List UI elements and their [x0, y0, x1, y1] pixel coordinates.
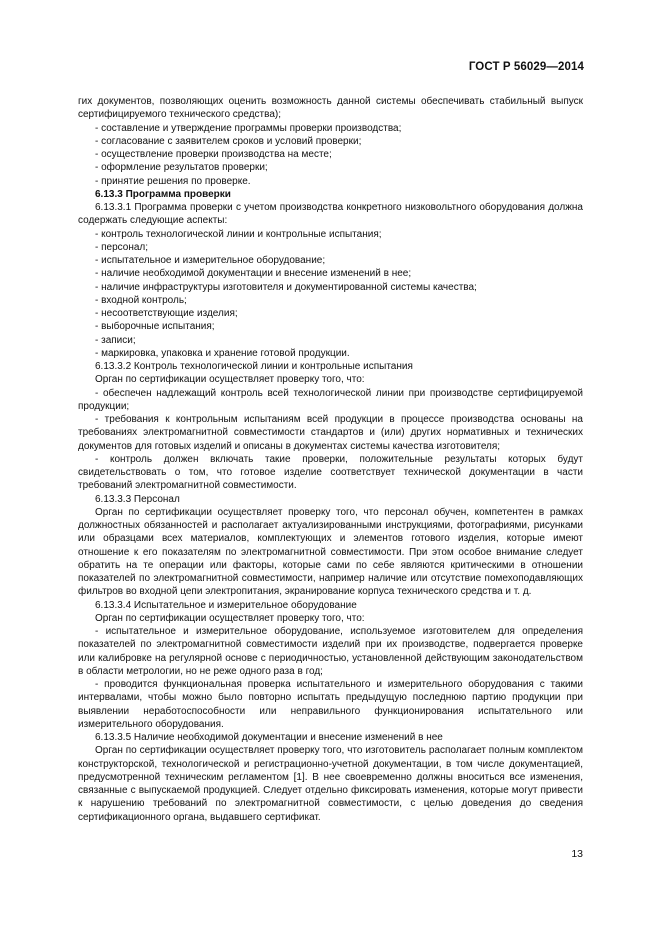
paragraph: - проводится функциональная проверка испытательного и измерительного оборудования с такими интервалами, чтобы можно было повторно испытать предыдущую последнюю партию продукции при выявлении неработоспособности или неправильного функционирования испытательного или измерительного оборудования.: [78, 679, 583, 730]
page-number: 13: [571, 848, 583, 860]
list-item: - оформление результатов проверки;: [95, 162, 268, 174]
paragraph: Орган по сертификации осуществляет проверку того, что персонал обучен, компетентен в рамках должностных обязанностей и располагает актуализированными инструкциями, фотографиями, рисунками или образцами всех материалов, комплектующих и элементов готового изделия, которые имеют отношение к его показателям по электромагнитной совместимости. При этом особое внимание следует обратить на те операции или факторы, которые сами по себе являются критическими в отношении показателей по электромагнитной совместимости, например наличие или отсутствие помехоподавляющих фильтров во входной цепи электропитания, экранирование корпуса технического средства и т. д.: [78, 506, 583, 598]
list-item: - составление и утверждение программы проверки производства;: [95, 122, 402, 134]
list-item: 6.13.3.4 Испытательное и измерительное оборудование: [95, 599, 357, 611]
paragraph: - обеспечен надлежащий контроль всей технологической линии при производстве сертифицируемой продукции;: [78, 387, 583, 412]
section-heading: 6.13.3 Программа проверки: [95, 188, 231, 200]
paragraph: - контроль должен включать такие проверки, положительные результаты которых будут свидетельствовать о том, что готовое изделие соответствует технической документации в части требований электромагнитной совместимости.: [78, 453, 583, 492]
list-item: - принятие решения по проверке.: [95, 175, 251, 187]
list-item: - контроль технологической линии и контрольные испытания;: [95, 228, 382, 240]
list-item: - испытательное и измерительное оборудование;: [95, 255, 326, 266]
paragraph: Орган по сертификации осуществляет проверку того, что изготовитель располагает полным комплектом конструкторской, технологической и регистрационно-учетной документации, в том числе документацией, предусмотренной техническим регламентом [1]. В нее своевременно должны вноситься все изменения, связанные с выпускаемой продукцией. Следует отдельно фиксировать изменения, которые могут привести к нарушению требований по электромагнитной совместимости, с целью доведения до сведения сертификационного органа, выдавшего сертификат.: [78, 745, 583, 823]
list-item: Орган по сертификации осуществляет проверку того, что:: [95, 374, 365, 386]
paragraph: - испытательное и измерительное оборудование, используемое изготовителем для определения показателей по электромагнитной совместимости изделий при их производстве, подвергается проверке или калибровке на регулярной основе с периодичностью, установленной действующим законодательством в области метрологии, но не реже одного раза в год;: [78, 626, 583, 677]
list-item: 6.13.3.5 Наличие необходимой документации и внесение изменений в нее: [95, 732, 443, 743]
document-body: [78, 95, 583, 824]
list-item: - записи;: [95, 334, 136, 346]
list-item: - выборочные испытания;: [95, 321, 215, 333]
list-item: - наличие необходимой документации и внесение изменений в нее;: [95, 268, 412, 280]
list-item: 6.13.3.2 Контроль технологической линии и контрольные испытания: [95, 361, 413, 372]
list-item: - осуществление проверки производства на месте;: [95, 149, 332, 160]
list-item: - несоответствующие изделия;: [95, 308, 238, 319]
list-item: 6.13.3.3 Персонал: [95, 493, 180, 505]
list-item: - наличие инфраструктуры изготовителя и документированной системы качества;: [95, 281, 477, 293]
paragraph: 6.13.3.1 Программа проверки с учетом производства конкретного низковольтного оборудования должна содержать следующие аспекты:: [78, 202, 583, 227]
list-item: - согласование с заявителем сроков и условий проверки;: [95, 135, 362, 147]
list-item: Орган по сертификации осуществляет проверку того, что:: [95, 612, 365, 624]
list-item: - маркировка, упаковка и хранение готовой продукции.: [95, 347, 350, 359]
document-standard-id: ГОСТ Р 56029—2014: [468, 61, 584, 73]
paragraph: - требования к контрольным испытаниям всей продукции в процессе производства основаны на требованиях электромагнитной совместимости стандартов и (или) других нормативных и технических документов для готовых изделий и описаны в документах системы качества изготовителя;: [78, 414, 583, 452]
list-item: - входной контроль;: [95, 294, 187, 306]
list-item: - персонал;: [95, 241, 149, 253]
paragraph: гих документов, позволяющих оценить возможность данной системы обеспечивать стабильный выпуск сертифицируемого технического средства);: [78, 96, 583, 121]
